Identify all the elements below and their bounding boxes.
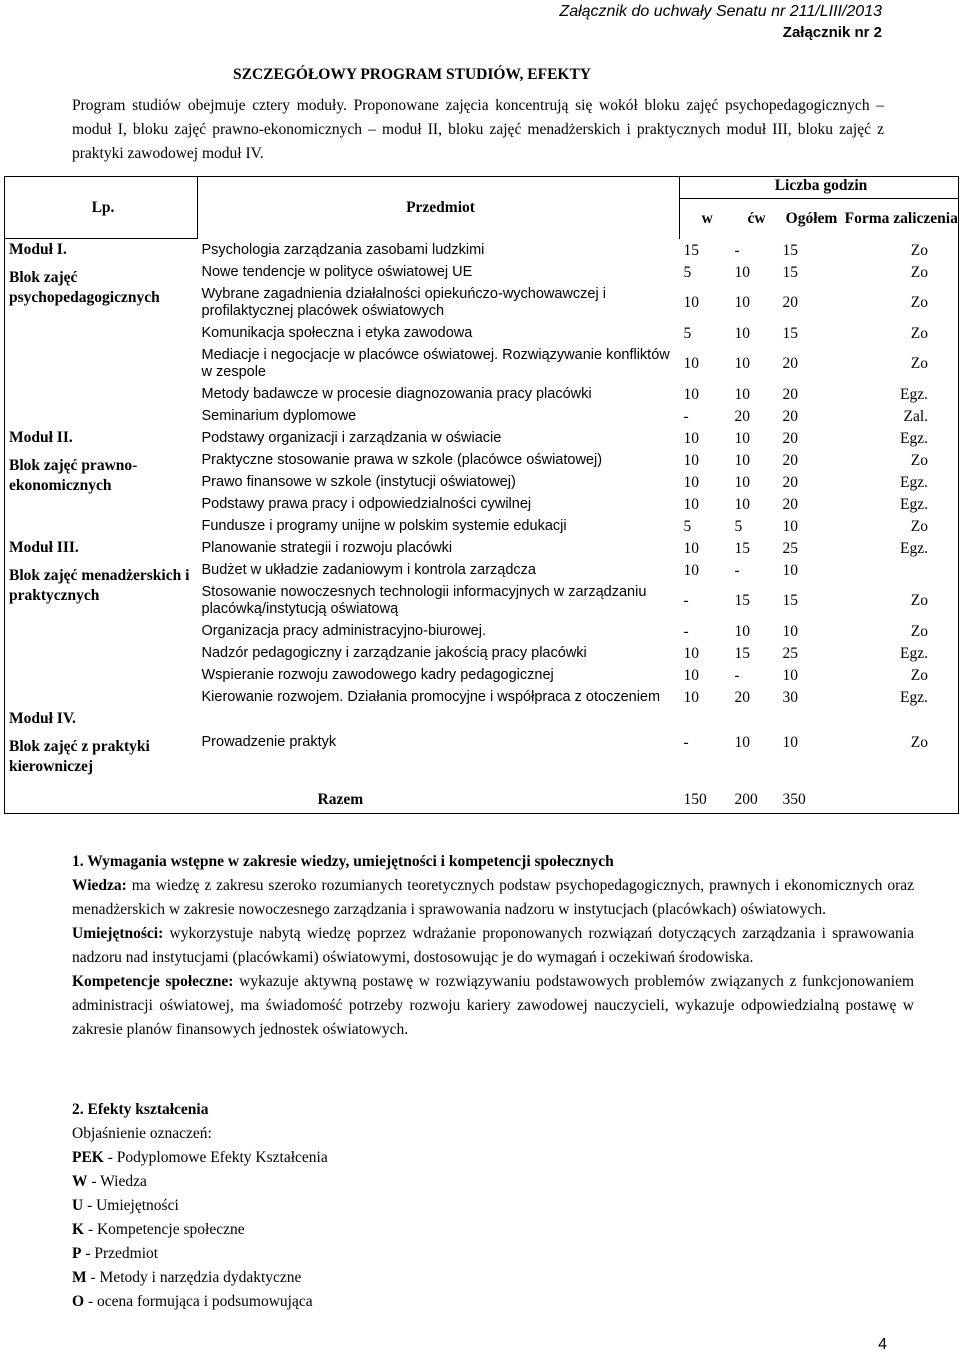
sum-row	[5, 777, 959, 814]
module-title: Moduł III.	[9, 538, 79, 556]
requirements-heading: 1. Wymagania wstępne w zakresie wiedzy, umiejętności i kompetencji społecznych	[72, 853, 614, 870]
legend-code: M	[72, 1269, 87, 1286]
subject-cell: Budżet w układzie zadaniowym i kontrola zarządcza	[201, 561, 536, 578]
hours-header: Liczba godzin	[680, 177, 959, 199]
module-title: Moduł II.	[9, 428, 73, 446]
total-cell: 25	[782, 539, 798, 557]
total-cell: 10	[782, 561, 798, 579]
w-cell: 5	[683, 324, 692, 342]
subject-cell: Podstawy prawa pracy i odpowiedzialności cywilnej	[201, 495, 532, 512]
cw-cell: 10	[734, 429, 750, 447]
cw-cell: 10	[734, 263, 750, 281]
w-cell: 10	[683, 688, 699, 706]
form-cell: Zo	[910, 734, 929, 751]
module-cell	[5, 427, 198, 537]
outcomes-section	[72, 1098, 914, 1314]
w-cell: 10	[683, 294, 699, 311]
w-cell: 10	[683, 495, 699, 513]
subject-cell: Praktyczne stosowanie prawa w szkole (placówce oświatowej)	[201, 451, 603, 468]
legend-item	[72, 1218, 914, 1242]
form-cell: Egz.	[900, 429, 929, 447]
legend-item	[72, 1266, 914, 1290]
total-cell: 25	[782, 644, 798, 662]
subject-cell: Nowe tendencje w polityce oświatowej UE	[201, 263, 473, 280]
intro-paragraph: Program studiów obejmuje cztery moduły. Proponowane zajęcia koncentrują się wokół bloku zajęć psychopedagogicznych – moduł I, bloku zajęć prawno-ekonomicznych – moduł II, bloku zajęć menadżerskich i praktycznych moduł III, bloku zajęć z praktyki zawodowej moduł IV.	[72, 97, 884, 162]
legend-item	[72, 1194, 914, 1218]
cw-cell: 10	[734, 451, 750, 469]
cw-cell: -	[734, 666, 740, 684]
subject-cell: Organizacja pracy administracyjno-biurowej.	[201, 622, 486, 639]
subject-cell: Metody badawcze w procesie diagnozowania pracy placówki	[201, 385, 592, 402]
competence-label: Kompetencje społeczne:	[72, 973, 234, 990]
page-title: SZCZEGÓŁOWY PROGRAM STUDIÓW, EFEKTY	[233, 66, 591, 83]
legend-item	[72, 1170, 914, 1194]
form-cell: Zo	[910, 355, 929, 372]
table-row	[5, 239, 959, 261]
form-cell: Zo	[910, 666, 929, 684]
w-cell: 10	[683, 451, 699, 469]
sum-w: 150	[683, 790, 707, 808]
subject-cell: Stosowanie nowoczesnych technologii informacyjnych w zarządzaniu placówką/instytucją oświatową	[201, 583, 647, 617]
legend-text: - Wiedza	[87, 1173, 147, 1190]
skills-text: wykorzystuje nabytą wiedzę poprzez wdrażanie proponowanych rozwiązań dotyczących zarządzania i sprawowania nadzoru nad instytucjami (placówkami) oświatowymi, dostosowując je do wymagań i oczekiwań środowiska.	[72, 925, 914, 966]
subject-cell: Mediacje i negocjacje w placówce oświatowej. Rozwiązywanie konfliktów w zespole	[201, 346, 670, 380]
table-row	[5, 427, 959, 449]
form-cell: Egz.	[900, 644, 929, 662]
w-cell: -	[683, 407, 689, 425]
form-cell: Zo	[910, 241, 929, 259]
legend-text: - Przedmiot	[81, 1245, 159, 1262]
form-cell: Egz.	[900, 473, 929, 491]
form-cell: Zo	[910, 517, 929, 535]
total-cell: 30	[782, 688, 798, 706]
w-cell: 15	[683, 241, 699, 259]
subject-cell: Wybrane zagadnienia działalności opiekuńczo-wychowawczej i profilaktycznej placówek oświatowych	[201, 285, 606, 319]
module-cell	[5, 239, 198, 427]
legend-item	[72, 1242, 914, 1266]
knowledge-label: Wiedza:	[72, 877, 127, 894]
w-cell: 5	[683, 517, 692, 535]
w-cell: -	[683, 622, 689, 640]
legend-item	[72, 1146, 914, 1170]
legend-code: PEK	[72, 1149, 104, 1166]
w-cell: -	[683, 592, 689, 609]
total-cell: 20	[782, 473, 798, 491]
total-cell: 20	[782, 429, 798, 447]
subject-cell: Komunikacja społeczna i etyka zawodowa	[201, 324, 473, 341]
outcomes-heading: 2. Efekty kształcenia	[72, 1101, 209, 1118]
form-cell: Zo	[910, 324, 929, 342]
competence-paragraph	[72, 970, 914, 1042]
legend-text: - Umiejętności	[83, 1197, 179, 1214]
resolution-header: Załącznik do uchwały Senatu nr 211/LIII/2013	[559, 3, 882, 20]
skills-paragraph	[72, 922, 914, 970]
module-description: Blok zajęć z praktyki kierowniczej	[9, 737, 150, 775]
cw-header: ćw	[747, 210, 766, 228]
subject-cell: Nadzór pedagogiczny i zarządzanie jakością pracy placówki	[201, 644, 587, 661]
w-header: w	[701, 210, 713, 228]
sum-cw: 200	[734, 790, 758, 808]
table-row	[5, 708, 959, 777]
module-description: Blok zajęć prawno-ekonomicznych	[9, 456, 138, 494]
module-title: Moduł I.	[9, 241, 67, 258]
subject-cell: Fundusze i programy unijne w polskim systemie edukacji	[201, 517, 567, 534]
total-cell: 10	[782, 622, 798, 640]
legend-text: - ocena formująca i podsumowująca	[84, 1293, 313, 1310]
sum-label: Razem	[317, 790, 364, 808]
subject-cell: Prowadzenie praktyk	[201, 734, 337, 750]
cw-cell: -	[734, 241, 740, 259]
sum-total: 350	[782, 790, 806, 808]
form-cell: Zo	[910, 592, 929, 609]
cw-cell: 15	[734, 592, 750, 609]
competence-text: wykazuje aktywną postawę w rozwiązywaniu podstawowych problemów związanych z funkcjonowaniem administracji oświatowej, ma świadomość potrzeby rozwoju kariery zawodowej nauczycieli, wykazuje odpowiedzialną postawę w zakresie planów finansowych jednostek oświatowych.	[72, 973, 915, 1038]
form-cell: Zo	[910, 622, 929, 640]
legend-text: - Kompetencje społeczne	[84, 1221, 245, 1238]
form-cell: Egz.	[900, 539, 929, 557]
total-cell: 10	[782, 734, 798, 751]
subject-cell: Planowanie strategii i rozwoju placówki	[201, 539, 453, 556]
total-cell: 10	[782, 517, 798, 535]
w-cell: 10	[683, 644, 699, 662]
w-cell: 5	[683, 263, 692, 281]
w-cell: 10	[683, 539, 699, 557]
requirements-section	[72, 850, 914, 1042]
legend-list	[72, 1146, 914, 1314]
w-cell: -	[683, 734, 689, 751]
lp-header: Lp.	[5, 177, 198, 239]
cw-cell: 10	[734, 734, 750, 751]
subject-cell: Podstawy organizacji i zarządzania w oświacie	[201, 429, 502, 446]
cw-cell: 15	[734, 644, 750, 662]
knowledge-text: ma wiedzę z zakresu szeroko rozumianych teoretycznych podstaw psychopedagogicznych, prawnych i ekonomicznych oraz menadżerskich w zakresie nowoczesnego zarządzania i sprawowania nadzoru w instytucjach (placówkach) oświatowych.	[72, 877, 915, 918]
total-cell: 10	[782, 666, 798, 684]
total-cell: 20	[782, 407, 798, 425]
total-cell: 20	[782, 355, 798, 372]
cw-cell: 10	[734, 355, 750, 372]
legend-code: K	[72, 1221, 85, 1238]
cw-cell: 10	[734, 473, 750, 491]
total-cell: 20	[782, 451, 798, 469]
form-cell: Egz.	[900, 495, 929, 513]
cw-cell: 20	[734, 688, 750, 706]
form-cell: Egz.	[900, 385, 929, 403]
legend-title: Objaśnienie oznaczeń:	[72, 1125, 212, 1142]
w-cell: 10	[683, 355, 699, 372]
cw-cell: 10	[734, 622, 750, 640]
subject-cell: Seminarium dyplomowe	[201, 407, 357, 424]
sum-blank-cell	[5, 777, 198, 814]
legend-item	[72, 1290, 914, 1314]
form-cell	[841, 559, 959, 581]
total-cell: 20	[782, 294, 798, 311]
total-cell: 15	[782, 241, 798, 259]
cw-cell: 10	[734, 324, 750, 342]
w-cell: 10	[683, 385, 699, 403]
form-cell: Zal.	[903, 407, 929, 425]
cw-cell: 10	[734, 495, 750, 513]
skills-label: Umiejętności:	[72, 925, 164, 942]
cw-cell: 5	[734, 517, 743, 535]
cw-cell: -	[734, 561, 740, 579]
total-cell: 20	[782, 495, 798, 513]
legend-text: - Podyplomowe Efekty Kształcenia	[103, 1149, 328, 1166]
total-cell: 15	[782, 324, 798, 342]
cw-cell: 10	[734, 294, 750, 311]
legend-text: - Metody i narzędzia dydaktyczne	[86, 1269, 302, 1286]
page-number: 4	[878, 1336, 887, 1353]
subject-cell: Wspieranie rozwoju zawodowego kadry pedagogicznej	[201, 666, 554, 683]
total-cell: 20	[782, 385, 798, 403]
knowledge-paragraph	[72, 874, 914, 922]
module-cell	[5, 708, 198, 777]
subject-cell: Prawo finansowe w szkole (instytucji oświatowej)	[201, 473, 516, 490]
w-cell: 10	[683, 561, 699, 579]
legend-code: U	[72, 1197, 84, 1214]
form-cell: Zo	[910, 294, 929, 311]
table-row	[5, 537, 959, 559]
module-description: Blok zajęć menadżerskich i praktycznych	[9, 566, 190, 604]
form-cell: Egz.	[900, 688, 929, 706]
form-cell: Zo	[910, 451, 929, 469]
program-table	[4, 176, 959, 814]
w-cell: 10	[683, 666, 699, 684]
cw-cell: 20	[734, 407, 750, 425]
legend-code: O	[72, 1293, 85, 1310]
total-cell: 15	[782, 592, 798, 609]
module-title: Moduł IV.	[9, 709, 76, 727]
cw-cell: 15	[734, 539, 750, 557]
attachment-number: Załącznik nr 2	[782, 24, 882, 41]
sum-form-cell	[841, 777, 959, 814]
form-header: Forma zaliczenia	[844, 210, 958, 228]
total-header: Ogółem	[785, 210, 838, 228]
w-cell: 10	[683, 429, 699, 447]
subject-cell: Kierowanie rozwojem. Działania promocyjne i współpraca z otoczeniem	[201, 688, 661, 705]
cw-cell: 10	[734, 385, 750, 403]
form-cell: Zo	[910, 263, 929, 281]
total-cell: 15	[782, 263, 798, 281]
legend-code: P	[72, 1245, 82, 1262]
subject-header: Przedmiot	[198, 177, 680, 239]
module-cell	[5, 537, 198, 708]
module-description: Blok zajęć psychopedagogicznych	[9, 269, 160, 306]
subject-cell: Psychologia zarządzania zasobami ludzkimi	[201, 241, 485, 258]
legend-code: W	[72, 1173, 88, 1190]
w-cell: 10	[683, 473, 699, 491]
